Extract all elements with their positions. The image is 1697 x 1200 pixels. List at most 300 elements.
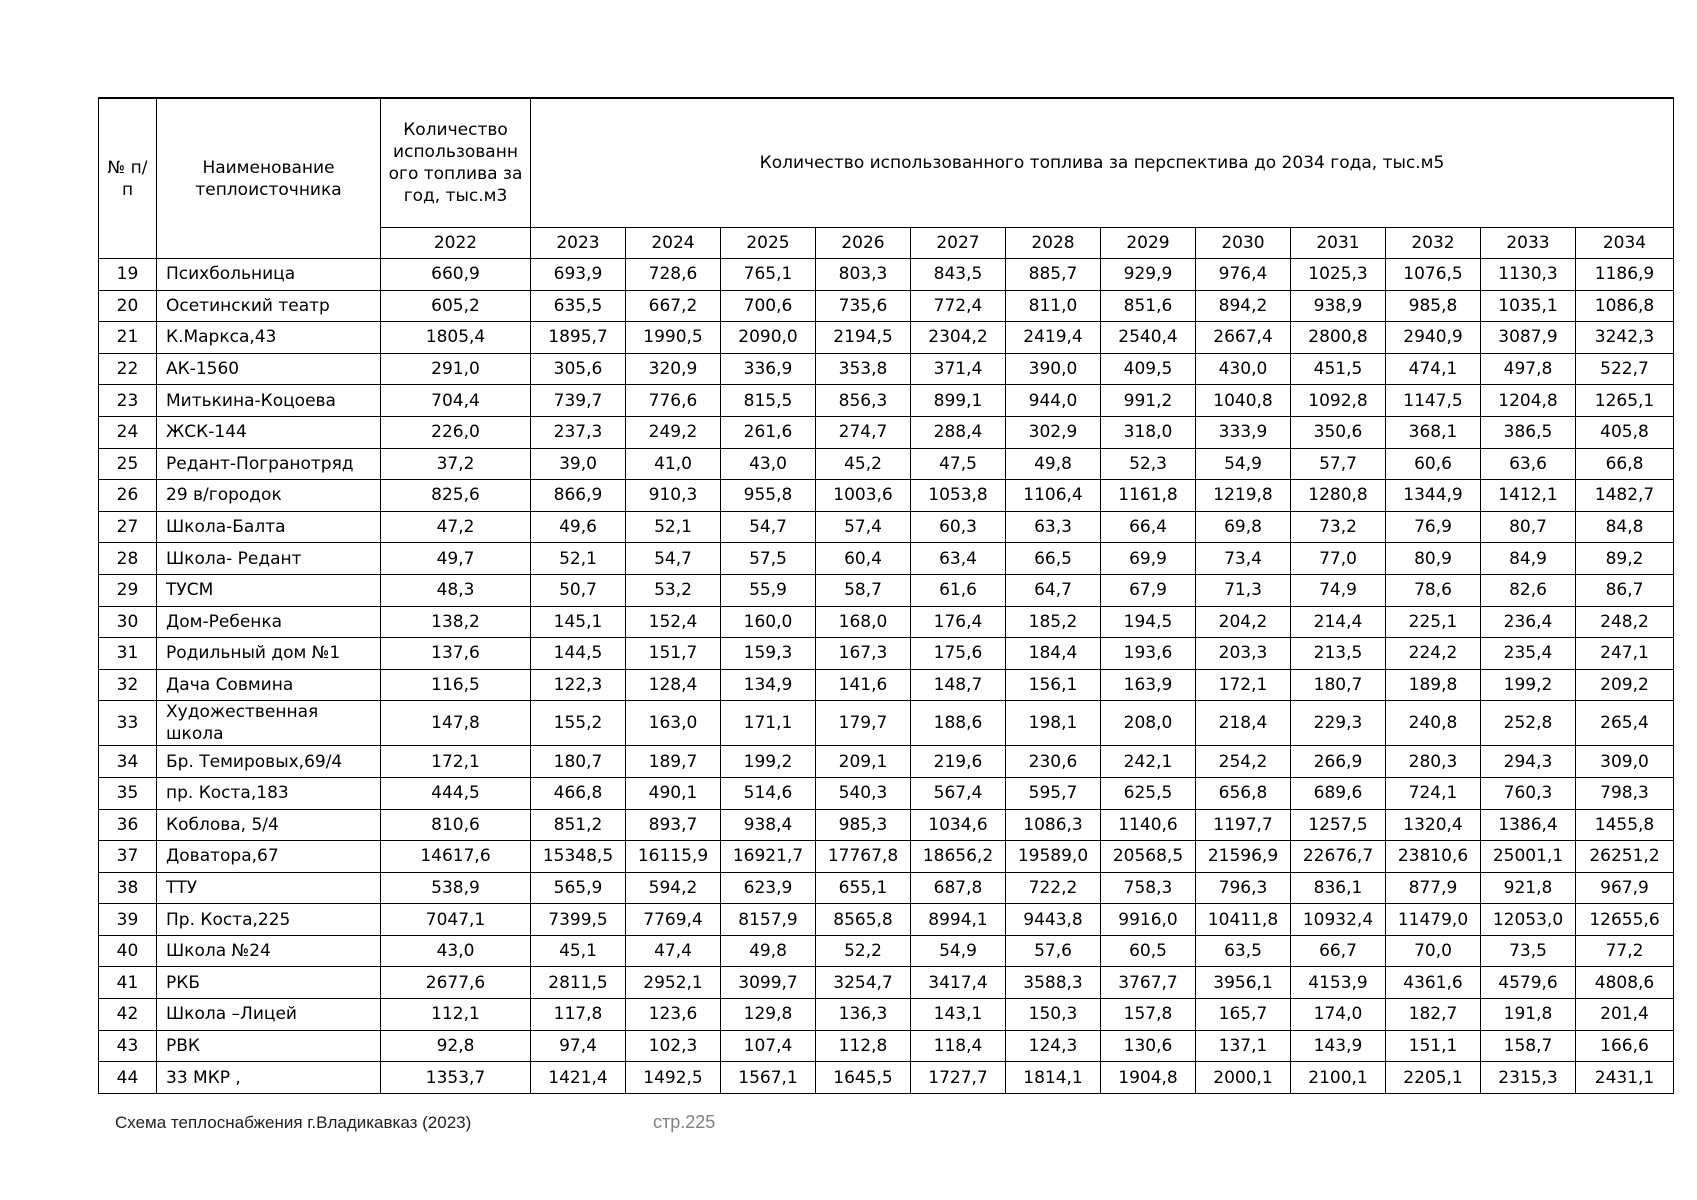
table-row xyxy=(99,448,1674,480)
value-cell: 171,1 xyxy=(721,701,816,746)
value-cell: 237,3 xyxy=(531,416,626,448)
row-number: 20 xyxy=(99,290,157,322)
value-cell: 7399,5 xyxy=(531,904,626,936)
value-cell: 320,9 xyxy=(626,353,721,385)
value-cell: 8565,8 xyxy=(816,904,911,936)
row-number: 28 xyxy=(99,543,157,575)
value-cell: 52,2 xyxy=(816,935,911,967)
value-cell: 4153,9 xyxy=(1291,967,1386,999)
value-cell: 687,8 xyxy=(911,872,1006,904)
row-number: 23 xyxy=(99,385,157,417)
value-cell: 148,7 xyxy=(911,669,1006,701)
year-cell: 2032 xyxy=(1386,228,1481,259)
value-cell: 112,8 xyxy=(816,1030,911,1062)
value-cell: 1990,5 xyxy=(626,322,721,354)
value-cell: 150,3 xyxy=(1006,999,1101,1031)
value-cell: 336,9 xyxy=(721,353,816,385)
value-cell: 938,4 xyxy=(721,809,816,841)
value-cell: 19589,0 xyxy=(1006,841,1101,873)
value-cell: 73,2 xyxy=(1291,511,1386,543)
row-number: 32 xyxy=(99,669,157,701)
value-cell: 288,4 xyxy=(911,416,1006,448)
value-cell: 252,8 xyxy=(1481,701,1576,746)
value-cell: 929,9 xyxy=(1101,259,1196,291)
value-cell: 1106,4 xyxy=(1006,480,1101,512)
source-name: Школа –Лицей xyxy=(157,999,381,1031)
table-row xyxy=(99,1062,1674,1094)
row-number: 27 xyxy=(99,511,157,543)
value-cell: 693,9 xyxy=(531,259,626,291)
value-cell: 635,5 xyxy=(531,290,626,322)
value-cell: 497,8 xyxy=(1481,353,1576,385)
value-cell: 11479,0 xyxy=(1386,904,1481,936)
table-row xyxy=(99,777,1674,809)
value-cell: 188,6 xyxy=(911,701,1006,746)
value-cell: 180,7 xyxy=(531,746,626,778)
document-footer-title: Схема теплоснабжения г.Владикавказ (2023) xyxy=(115,1113,472,1132)
value-cell: 145,1 xyxy=(531,606,626,638)
value-cell: 189,8 xyxy=(1386,669,1481,701)
source-name: Школа №24 xyxy=(157,935,381,967)
value-cell: 107,4 xyxy=(721,1030,816,1062)
row-number: 41 xyxy=(99,967,157,999)
value-cell: 37,2 xyxy=(381,448,531,480)
value-cell: 118,4 xyxy=(911,1030,1006,1062)
value-cell: 3417,4 xyxy=(911,967,1006,999)
value-cell: 240,8 xyxy=(1386,701,1481,746)
value-cell: 728,6 xyxy=(626,259,721,291)
value-cell: 625,5 xyxy=(1101,777,1196,809)
value-cell: 1025,3 xyxy=(1291,259,1386,291)
year-cell: 2030 xyxy=(1196,228,1291,259)
value-cell: 894,2 xyxy=(1196,290,1291,322)
value-cell: 9443,8 xyxy=(1006,904,1101,936)
value-cell: 350,6 xyxy=(1291,416,1386,448)
value-cell: 8994,1 xyxy=(911,904,1006,936)
value-cell: 76,9 xyxy=(1386,511,1481,543)
row-number: 25 xyxy=(99,448,157,480)
value-cell: 1186,9 xyxy=(1576,259,1674,291)
table-body xyxy=(99,259,1674,1094)
value-cell: 595,7 xyxy=(1006,777,1101,809)
value-cell: 1086,8 xyxy=(1576,290,1674,322)
source-name: Родильный дом №1 xyxy=(157,638,381,670)
value-cell: 2100,1 xyxy=(1291,1062,1386,1094)
value-cell: 80,7 xyxy=(1481,511,1576,543)
row-number: 33 xyxy=(99,701,157,746)
value-cell: 174,0 xyxy=(1291,999,1386,1031)
value-cell: 843,5 xyxy=(911,259,1006,291)
row-number: 26 xyxy=(99,480,157,512)
value-cell: 8157,9 xyxy=(721,904,816,936)
value-cell: 302,9 xyxy=(1006,416,1101,448)
source-name: Коблова, 5/4 xyxy=(157,809,381,841)
value-cell: 176,4 xyxy=(911,606,1006,638)
value-cell: 2194,5 xyxy=(816,322,911,354)
value-cell: 23810,6 xyxy=(1386,841,1481,873)
value-cell: 41,0 xyxy=(626,448,721,480)
value-cell: 2952,1 xyxy=(626,967,721,999)
value-cell: 1147,5 xyxy=(1386,385,1481,417)
value-cell: 54,7 xyxy=(721,511,816,543)
value-cell: 10411,8 xyxy=(1196,904,1291,936)
source-name: ЖСК-144 xyxy=(157,416,381,448)
value-cell: 967,9 xyxy=(1576,872,1674,904)
value-cell: 143,1 xyxy=(911,999,1006,1031)
value-cell: 3956,1 xyxy=(1196,967,1291,999)
value-cell: 52,1 xyxy=(626,511,721,543)
value-cell: 159,3 xyxy=(721,638,816,670)
value-cell: 2811,5 xyxy=(531,967,626,999)
value-cell: 1805,4 xyxy=(381,322,531,354)
value-cell: 1895,7 xyxy=(531,322,626,354)
value-cell: 390,0 xyxy=(1006,353,1101,385)
value-cell: 167,3 xyxy=(816,638,911,670)
value-cell: 760,3 xyxy=(1481,777,1576,809)
value-cell: 70,0 xyxy=(1386,935,1481,967)
value-cell: 318,0 xyxy=(1101,416,1196,448)
source-name: К.Маркса,43 xyxy=(157,322,381,354)
value-cell: 4808,6 xyxy=(1576,967,1674,999)
value-cell: 73,4 xyxy=(1196,543,1291,575)
value-cell: 605,2 xyxy=(381,290,531,322)
value-cell: 16115,9 xyxy=(626,841,721,873)
source-name: Осетинский театр xyxy=(157,290,381,322)
value-cell: 1353,7 xyxy=(381,1062,531,1094)
table-row xyxy=(99,259,1674,291)
row-number: 35 xyxy=(99,777,157,809)
source-name: Пр. Коста,225 xyxy=(157,904,381,936)
value-cell: 63,3 xyxy=(1006,511,1101,543)
value-cell: 856,3 xyxy=(816,385,911,417)
value-cell: 261,6 xyxy=(721,416,816,448)
value-cell: 57,5 xyxy=(721,543,816,575)
value-cell: 123,6 xyxy=(626,999,721,1031)
value-cell: 689,6 xyxy=(1291,777,1386,809)
value-cell: 185,2 xyxy=(1006,606,1101,638)
value-cell: 815,5 xyxy=(721,385,816,417)
value-cell: 4579,6 xyxy=(1481,967,1576,999)
value-cell: 128,4 xyxy=(626,669,721,701)
value-cell: 66,5 xyxy=(1006,543,1101,575)
value-cell: 2304,2 xyxy=(911,322,1006,354)
source-name: 29 в/городок xyxy=(157,480,381,512)
value-cell: 180,7 xyxy=(1291,669,1386,701)
value-cell: 122,3 xyxy=(531,669,626,701)
year-cell: 2026 xyxy=(816,228,911,259)
header-name: Наименование теплоисточника xyxy=(157,98,381,259)
value-cell: 866,9 xyxy=(531,480,626,512)
value-cell: 97,4 xyxy=(531,1030,626,1062)
value-cell: 214,4 xyxy=(1291,606,1386,638)
row-number: 36 xyxy=(99,809,157,841)
value-cell: 796,3 xyxy=(1196,872,1291,904)
table-row xyxy=(99,322,1674,354)
value-cell: 137,1 xyxy=(1196,1030,1291,1062)
value-cell: 735,6 xyxy=(816,290,911,322)
value-cell: 219,6 xyxy=(911,746,1006,778)
value-cell: 1455,8 xyxy=(1576,809,1674,841)
year-cell: 2022 xyxy=(381,228,531,259)
value-cell: 229,3 xyxy=(1291,701,1386,746)
value-cell: 1086,3 xyxy=(1006,809,1101,841)
value-cell: 141,6 xyxy=(816,669,911,701)
value-cell: 52,3 xyxy=(1101,448,1196,480)
value-cell: 92,8 xyxy=(381,1030,531,1062)
value-cell: 309,0 xyxy=(1576,746,1674,778)
value-cell: 226,0 xyxy=(381,416,531,448)
value-cell: 3767,7 xyxy=(1101,967,1196,999)
year-cell: 2024 xyxy=(626,228,721,259)
row-number: 21 xyxy=(99,322,157,354)
value-cell: 102,3 xyxy=(626,1030,721,1062)
value-cell: 2090,0 xyxy=(721,322,816,354)
table-row xyxy=(99,543,1674,575)
value-cell: 1567,1 xyxy=(721,1062,816,1094)
value-cell: 3242,3 xyxy=(1576,322,1674,354)
value-cell: 73,5 xyxy=(1481,935,1576,967)
value-cell: 55,9 xyxy=(721,574,816,606)
value-cell: 168,0 xyxy=(816,606,911,638)
value-cell: 371,4 xyxy=(911,353,1006,385)
value-cell: 152,4 xyxy=(626,606,721,638)
value-cell: 49,6 xyxy=(531,511,626,543)
value-cell: 772,4 xyxy=(911,290,1006,322)
value-cell: 405,8 xyxy=(1576,416,1674,448)
value-cell: 77,0 xyxy=(1291,543,1386,575)
value-cell: 69,8 xyxy=(1196,511,1291,543)
value-cell: 158,7 xyxy=(1481,1030,1576,1062)
value-cell: 10932,4 xyxy=(1291,904,1386,936)
value-cell: 451,5 xyxy=(1291,353,1386,385)
value-cell: 137,6 xyxy=(381,638,531,670)
value-cell: 758,3 xyxy=(1101,872,1196,904)
header-row xyxy=(99,98,1674,228)
value-cell: 213,5 xyxy=(1291,638,1386,670)
value-cell: 71,3 xyxy=(1196,574,1291,606)
value-cell: 1280,8 xyxy=(1291,480,1386,512)
value-cell: 160,0 xyxy=(721,606,816,638)
table-row xyxy=(99,935,1674,967)
value-cell: 194,5 xyxy=(1101,606,1196,638)
value-cell: 7769,4 xyxy=(626,904,721,936)
value-cell: 151,1 xyxy=(1386,1030,1481,1062)
table-row xyxy=(99,353,1674,385)
value-cell: 1053,8 xyxy=(911,480,1006,512)
table-row xyxy=(99,480,1674,512)
value-cell: 386,5 xyxy=(1481,416,1576,448)
value-cell: 2800,8 xyxy=(1291,322,1386,354)
value-cell: 3588,3 xyxy=(1006,967,1101,999)
value-cell: 885,7 xyxy=(1006,259,1101,291)
value-cell: 138,2 xyxy=(381,606,531,638)
value-cell: 836,1 xyxy=(1291,872,1386,904)
value-cell: 1040,8 xyxy=(1196,385,1291,417)
value-cell: 165,7 xyxy=(1196,999,1291,1031)
value-cell: 353,8 xyxy=(816,353,911,385)
row-number: 44 xyxy=(99,1062,157,1094)
value-cell: 26251,2 xyxy=(1576,841,1674,873)
value-cell: 45,1 xyxy=(531,935,626,967)
table-row xyxy=(99,385,1674,417)
value-cell: 877,9 xyxy=(1386,872,1481,904)
row-number: 42 xyxy=(99,999,157,1031)
year-cell: 2028 xyxy=(1006,228,1101,259)
value-cell: 69,9 xyxy=(1101,543,1196,575)
value-cell: 130,6 xyxy=(1101,1030,1196,1062)
value-cell: 48,3 xyxy=(381,574,531,606)
value-cell: 567,4 xyxy=(911,777,1006,809)
value-cell: 84,8 xyxy=(1576,511,1674,543)
value-cell: 565,9 xyxy=(531,872,626,904)
value-cell: 1219,8 xyxy=(1196,480,1291,512)
source-name: АК-1560 xyxy=(157,353,381,385)
value-cell: 199,2 xyxy=(1481,669,1576,701)
value-cell: 225,1 xyxy=(1386,606,1481,638)
value-cell: 280,3 xyxy=(1386,746,1481,778)
table-row xyxy=(99,511,1674,543)
value-cell: 224,2 xyxy=(1386,638,1481,670)
source-name: Доватора,67 xyxy=(157,841,381,873)
value-cell: 12655,6 xyxy=(1576,904,1674,936)
source-name: РВК xyxy=(157,1030,381,1062)
table-row xyxy=(99,872,1674,904)
value-cell: 60,5 xyxy=(1101,935,1196,967)
source-name: Бр. Темировых,69/4 xyxy=(157,746,381,778)
value-cell: 147,8 xyxy=(381,701,531,746)
value-cell: 116,5 xyxy=(381,669,531,701)
value-cell: 1130,3 xyxy=(1481,259,1576,291)
value-cell: 825,6 xyxy=(381,480,531,512)
value-cell: 474,1 xyxy=(1386,353,1481,385)
value-cell: 16921,7 xyxy=(721,841,816,873)
table-row xyxy=(99,701,1674,746)
value-cell: 172,1 xyxy=(381,746,531,778)
row-number: 30 xyxy=(99,606,157,638)
value-cell: 157,8 xyxy=(1101,999,1196,1031)
header-base-quantity: Количество использованн ого топлива за год, тыс.м3 xyxy=(381,98,531,228)
value-cell: 198,1 xyxy=(1006,701,1101,746)
table-row xyxy=(99,669,1674,701)
value-cell: 54,9 xyxy=(911,935,1006,967)
value-cell: 163,0 xyxy=(626,701,721,746)
source-name: 33 МКР , xyxy=(157,1062,381,1094)
value-cell: 84,9 xyxy=(1481,543,1576,575)
value-cell: 43,0 xyxy=(381,935,531,967)
value-cell: 124,3 xyxy=(1006,1030,1101,1062)
value-cell: 136,3 xyxy=(816,999,911,1031)
row-number: 43 xyxy=(99,1030,157,1062)
value-cell: 944,0 xyxy=(1006,385,1101,417)
value-cell: 765,1 xyxy=(721,259,816,291)
value-cell: 66,7 xyxy=(1291,935,1386,967)
value-cell: 58,7 xyxy=(816,574,911,606)
value-cell: 60,4 xyxy=(816,543,911,575)
value-cell: 9916,0 xyxy=(1101,904,1196,936)
value-cell: 50,7 xyxy=(531,574,626,606)
value-cell: 172,1 xyxy=(1196,669,1291,701)
value-cell: 899,1 xyxy=(911,385,1006,417)
value-cell: 1344,9 xyxy=(1386,480,1481,512)
value-cell: 810,6 xyxy=(381,809,531,841)
value-cell: 265,4 xyxy=(1576,701,1674,746)
value-cell: 1814,1 xyxy=(1006,1062,1101,1094)
value-cell: 2205,1 xyxy=(1386,1062,1481,1094)
value-cell: 667,2 xyxy=(626,290,721,322)
table-row xyxy=(99,809,1674,841)
table-row xyxy=(99,746,1674,778)
value-cell: 39,0 xyxy=(531,448,626,480)
value-cell: 274,7 xyxy=(816,416,911,448)
value-cell: 1412,1 xyxy=(1481,480,1576,512)
header-perspective-quantity: Количество использованного топлива за перспектива до 2034 года, тыс.м5 xyxy=(531,98,1674,228)
value-cell: 266,9 xyxy=(1291,746,1386,778)
year-cell: 2033 xyxy=(1481,228,1576,259)
year-cell: 2034 xyxy=(1576,228,1674,259)
value-cell: 1320,4 xyxy=(1386,809,1481,841)
year-cell: 2029 xyxy=(1101,228,1196,259)
value-cell: 151,7 xyxy=(626,638,721,670)
value-cell: 175,6 xyxy=(911,638,1006,670)
value-cell: 1904,8 xyxy=(1101,1062,1196,1094)
value-cell: 57,6 xyxy=(1006,935,1101,967)
value-cell: 538,9 xyxy=(381,872,531,904)
value-cell: 201,4 xyxy=(1576,999,1674,1031)
value-cell: 156,1 xyxy=(1006,669,1101,701)
value-cell: 2677,6 xyxy=(381,967,531,999)
value-cell: 1161,8 xyxy=(1101,480,1196,512)
value-cell: 166,6 xyxy=(1576,1030,1674,1062)
value-cell: 1257,5 xyxy=(1291,809,1386,841)
value-cell: 78,6 xyxy=(1386,574,1481,606)
source-name: пр. Коста,183 xyxy=(157,777,381,809)
value-cell: 47,5 xyxy=(911,448,1006,480)
table-row xyxy=(99,416,1674,448)
value-cell: 49,7 xyxy=(381,543,531,575)
source-name: Редант-Погранотряд xyxy=(157,448,381,480)
value-cell: 2419,4 xyxy=(1006,322,1101,354)
value-cell: 52,1 xyxy=(531,543,626,575)
value-cell: 54,7 xyxy=(626,543,721,575)
row-number: 34 xyxy=(99,746,157,778)
value-cell: 1197,7 xyxy=(1196,809,1291,841)
value-cell: 61,6 xyxy=(911,574,1006,606)
value-cell: 985,3 xyxy=(816,809,911,841)
value-cell: 1421,4 xyxy=(531,1062,626,1094)
value-cell: 235,4 xyxy=(1481,638,1576,670)
value-cell: 893,7 xyxy=(626,809,721,841)
value-cell: 851,6 xyxy=(1101,290,1196,322)
value-cell: 144,5 xyxy=(531,638,626,670)
value-cell: 305,6 xyxy=(531,353,626,385)
header-number: № п/п xyxy=(99,98,157,259)
value-cell: 208,0 xyxy=(1101,701,1196,746)
value-cell: 655,1 xyxy=(816,872,911,904)
value-cell: 2540,4 xyxy=(1101,322,1196,354)
value-cell: 1492,5 xyxy=(626,1062,721,1094)
value-cell: 976,4 xyxy=(1196,259,1291,291)
value-cell: 179,7 xyxy=(816,701,911,746)
value-cell: 594,2 xyxy=(626,872,721,904)
value-cell: 57,4 xyxy=(816,511,911,543)
value-cell: 64,7 xyxy=(1006,574,1101,606)
table-row xyxy=(99,841,1674,873)
value-cell: 199,2 xyxy=(721,746,816,778)
table-row xyxy=(99,290,1674,322)
value-cell: 938,9 xyxy=(1291,290,1386,322)
value-cell: 230,6 xyxy=(1006,746,1101,778)
year-cell: 2027 xyxy=(911,228,1006,259)
